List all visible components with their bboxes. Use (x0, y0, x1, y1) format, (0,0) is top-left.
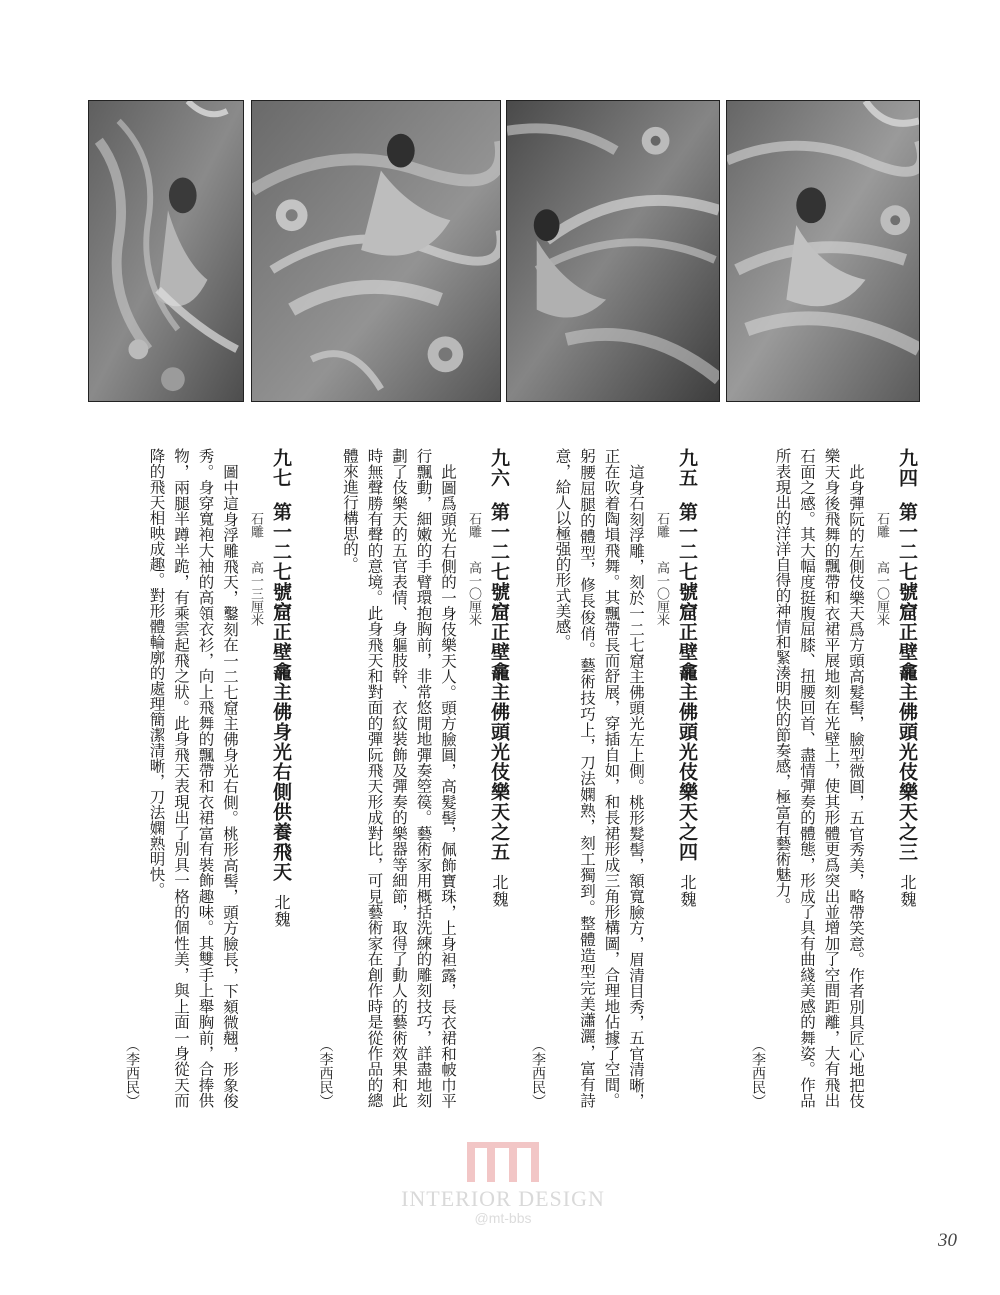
caption-body: 這身石刻浮雕，刻於一二七窟主佛頭光左上側。桃形髮髻，額寬臉方，眉清目秀，五官清晰，正在吹着陶塤飛舞。其飄帶長而舒展，穿插自如，和長裙形成三角形構圖，合理地佔據了空間。躬腰屈腿的體型，修長俊俏。藝術技巧上，刀法嫻熟，刻工獨到。整體造型完美瀟灑，富有詩意，給人以極强的形式美感。 (553, 448, 645, 1108)
caption-body: 此圖爲頭光右側的一身伎樂天人。頭方臉圓，高髮髻，佩飾寶珠，上身袒露，長衣裙和帔巾平行飄動，細嫩的手臂環抱胸前，非常悠閒地彈奏箜篌。藝術家用概括洗練的雕刻技巧，詳盡地刻劃了伎樂天的五官表情、身軀肢幹、衣紋裝飾及彈奏的樂器等細節，取得了動人的藝術效果和此時無聲勝有聲的意境。此身飛天和對面的彈阮飛天形成對比，可見藝術家在創作時是從作品的總體來進行構思的。 (341, 448, 457, 1108)
relief-photo-94 (726, 100, 920, 402)
watermark-logo-icon (463, 1138, 543, 1184)
caption-entry-94 (708, 448, 920, 1108)
watermark-text: INTERIOR DESIGN (401, 1186, 605, 1211)
caption-author: （李西民） (124, 1038, 140, 1108)
watermark-subtext: @mt-bbs (474, 1210, 532, 1226)
entry-material: 石雕 (248, 512, 263, 538)
entry-number: 九四 (896, 448, 918, 488)
relief-photo-96 (251, 100, 501, 402)
caption-title (674, 448, 700, 1108)
entry-era: 北魏 (272, 894, 291, 928)
photo-strip (88, 100, 920, 402)
entry-number: 九五 (676, 448, 698, 488)
entry-number: 九六 (488, 448, 510, 488)
caption-author: （李西民） (530, 1038, 546, 1108)
entry-era: 北魏 (678, 874, 697, 908)
entry-number: 九七 (270, 448, 292, 488)
caption-meta (242, 448, 268, 1108)
entry-era: 北魏 (490, 874, 509, 908)
relief-photo-95 (506, 100, 720, 402)
caption-entry-97 (82, 448, 294, 1108)
watermark (378, 1138, 628, 1248)
caption-meta (868, 448, 894, 1108)
caption-body: 此身彈阮的左側伎樂天爲方頭高髮髻，臉型微圓，五官秀美，略帶笑意。作者別具匠心地把伎樂天身後飛舞的飄帶和衣裙平展地刻在光壁上，使其形體更爲突出並增加了空間距離，大有飛出石面之感。其大幅度挺腹屈膝、扭腰回首、盡情彈奏的體態，形成了具有曲綫美感的舞姿。作品所表現出的洋洋自得的神情和緊湊明快的節奏感，極富有藝術魅力。 (773, 448, 865, 1108)
caption-title (268, 448, 294, 1108)
caption-title (894, 448, 920, 1108)
caption-meta (460, 448, 486, 1108)
entry-material: 石雕 (874, 512, 889, 538)
entry-size: 高一〇厘米 (466, 561, 481, 626)
caption-entry-95 (522, 448, 700, 1108)
entry-title: 第一二七號窟正壁龕主佛身光右側供養飛天 (270, 502, 292, 882)
entry-title: 第一二七號窟正壁龕主佛頭光伎樂天之四 (676, 502, 698, 862)
entry-material: 石雕 (466, 512, 481, 538)
entry-title: 第一二七號窟正壁龕主佛頭光伎樂天之三 (896, 502, 918, 862)
entry-size: 高一〇厘米 (874, 561, 889, 626)
page-number: 30 (938, 1230, 957, 1251)
caption-title (486, 448, 512, 1108)
entry-material: 石雕 (654, 512, 669, 538)
caption-author: （李西民） (317, 1038, 334, 1108)
caption-author: （李西民） (750, 1038, 766, 1108)
entry-size: 高一三厘米 (248, 561, 263, 626)
caption-entry-96 (304, 448, 512, 1108)
caption-meta (648, 448, 674, 1108)
caption-body: 圖中這身浮雕飛天，鑿刻在一二七窟主佛身光右側。桃形高髻，頭方臉長，下頦微翹，形象俊秀。身穿寬袍大袖的高領衣衫，向上飛舞的飄帶和衣裙富有裝飾趣味。其雙手上舉胸前，合捧供物，兩腿半蹲半跪，有乘雲起飛之狀。此身飛天表現出了別具一格的個性美，與上面一身從天而降的飛天相映成趣。對形體輪廓的處理簡潔清晰，刀法嫻熟明快。 (147, 448, 239, 1108)
entry-size: 高一〇厘米 (654, 561, 669, 626)
entry-era: 北魏 (898, 874, 917, 908)
relief-photo-97 (88, 100, 244, 402)
entry-title: 第一二七號窟正壁龕主佛頭光伎樂天之五 (488, 502, 510, 862)
